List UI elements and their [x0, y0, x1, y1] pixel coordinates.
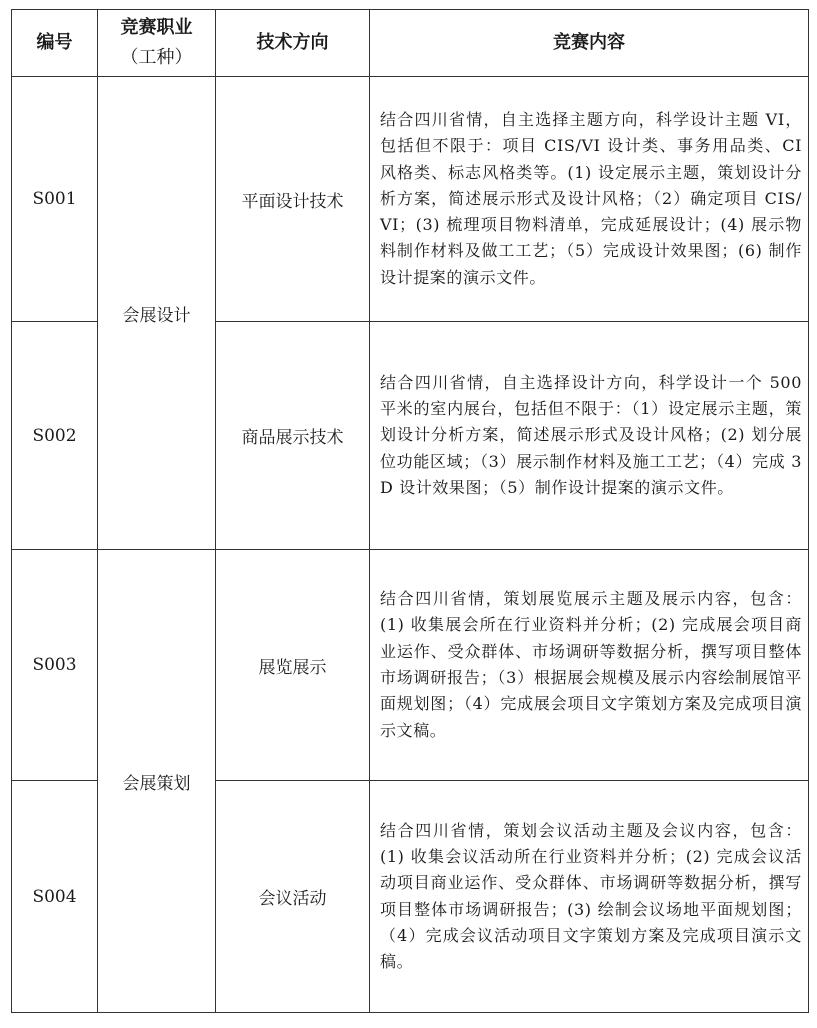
- row-direction: 会议活动: [216, 781, 370, 1013]
- row-content: 结合四川省情，自主选择设计方向，科学设计一个 500 平米的室内展台，包括但不限于：（1）设定展示主题，策划设计分析方案，简述展示形式及设计风格；(2) 划分展位功能区域；（3）展示制作材料及施工工艺；（4）完成 3D 设计效果图；（5）制作设计提案的演示文件。: [370, 322, 809, 550]
- header-occupation-line1: 竞赛职业: [120, 17, 193, 38]
- header-content: 竞赛内容: [370, 10, 809, 77]
- header-occupation-line2: （工种）: [120, 47, 193, 68]
- row-code: S002: [12, 322, 98, 550]
- header-code: 编号: [12, 10, 98, 77]
- row-code: S003: [12, 550, 98, 781]
- occupation-cell: 会展设计: [98, 77, 216, 550]
- table-row: [12, 550, 809, 781]
- occupation-cell: 会展策划: [98, 550, 216, 1013]
- header-occupation: [98, 10, 216, 77]
- table-row: [12, 77, 809, 322]
- row-direction: 展览展示: [216, 550, 370, 781]
- row-content: 结合四川省情，自主选择主题方向，科学设计主题 VI，包括但不限于：项目 CIS/VI 设计类、事务用品类、CI 风格类、标志风格类等。(1) 设定展示主题，策划设计分析方案，简述展示形式及设计风格；（2）确定项目 CIS/VI；(3) 梳理项目物料清单，完成延展设计；(4) 展示物料制作材料及做工工艺；（5）完成设计效果图；(6) 制作设计提案的演示文件。: [370, 77, 809, 322]
- header-direction: 技术方向: [216, 10, 370, 77]
- header-row: [12, 10, 809, 77]
- row-direction: 平面设计技术: [216, 77, 370, 322]
- row-direction: 商品展示技术: [216, 322, 370, 550]
- row-content: 结合四川省情，策划展览展示主题及展示内容，包含：(1) 收集展会所在行业资料并分析；(2) 完成展会项目商业运作、受众群体、市场调研等数据分析，撰写项目整体市场调研报告；（3）根据展会规模及展示内容绘制展馆平面规划图；（4）完成展会项目文字策划方案及完成项目演示文稿。: [370, 550, 809, 781]
- competition-table: [11, 9, 809, 1013]
- row-code: S004: [12, 781, 98, 1013]
- row-content: 结合四川省情，策划会议活动主题及会议内容，包含：(1) 收集会议活动所在行业资料并分析；(2) 完成会议活动项目商业运作、受众群体、市场调研等数据分析，撰写项目整体市场调研报告；(3) 绘制会议场地平面规划图；（4）完成会议活动项目文字策划方案及完成项目演示文稿。: [370, 781, 809, 1013]
- row-code: S001: [12, 77, 98, 322]
